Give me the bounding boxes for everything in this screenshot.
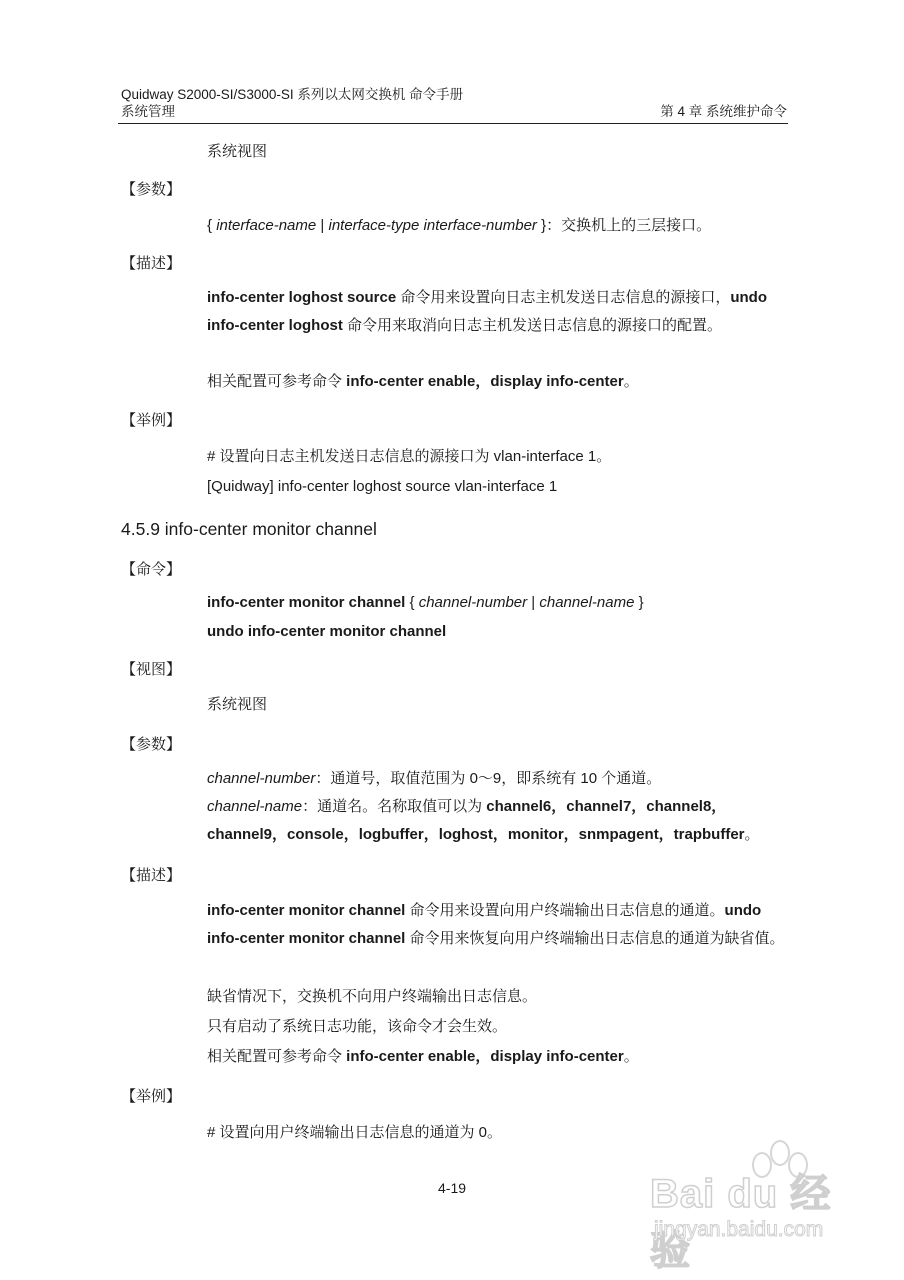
default-text: 缺省情况下，交换机不向用户终端输出日志信息。 — [207, 988, 538, 1005]
desc-label: 【描述】 — [121, 255, 182, 272]
page-header — [121, 86, 787, 120]
example-comment: # 设置向用户终端输出日志信息的通道为 0。 — [207, 1124, 503, 1141]
params-line: { interface-name | interface-type interface-number }：交换机上的三层接口。 — [207, 217, 712, 234]
example-label: 【举例】 — [121, 1088, 182, 1105]
view-text: 系统视图 — [207, 696, 268, 713]
command-label: 【命令】 — [121, 561, 182, 578]
params-label: 【参数】 — [121, 181, 182, 198]
example-label: 【举例】 — [121, 412, 182, 429]
undo-command: undo info-center monitor channel — [207, 623, 447, 640]
related-commands: 相关配置可参考命令 info-center enable，display info-center。 — [207, 1048, 639, 1065]
desc-paragraph: info-center loghost source 命令用来设置向日志主机发送日志信息的源接口，undo info-center loghost 命令用来取消向日志主机发送日志信息的源接口的配置。 — [207, 289, 768, 334]
desc-label: 【描述】 — [121, 867, 182, 884]
watermark-url: jingyan.baidu.com — [654, 1218, 824, 1241]
example-code: [Quidway] info-center loghost source vlan-interface 1 — [207, 478, 558, 495]
param-channel-name: channel-name：通道名。名称取值可以为 channel6，channel7，channel8，channel9，console，logbuffer，loghost，monitor，snmpagent，trapbuffer。 — [207, 798, 760, 843]
note-text: 只有启动了系统日志功能，该命令才会生效。 — [207, 1018, 508, 1035]
header-divider — [118, 123, 788, 124]
related-commands: 相关配置可参考命令 info-center enable，display info-center。 — [207, 373, 639, 390]
example-comment: # 设置向日志主机发送日志信息的源接口为 vlan-interface 1。 — [207, 448, 612, 465]
manual-title: Quidway S2000-SI/S3000-SI 系列以太网交换机 命令手册 — [121, 87, 464, 102]
desc-paragraph: info-center monitor channel 命令用来设置向用户终端输出日志信息的通道。undo info-center monitor channel 命令用来恢复向用户终端输出日志信息的通道为缺省值。 — [207, 902, 785, 947]
header-section: 系统管理 — [121, 104, 175, 119]
baidu-watermark — [640, 1140, 860, 1273]
page-number: 4-19 — [438, 1180, 467, 1196]
header-chapter: 第 4 章 系统维护命令 — [660, 104, 787, 119]
section-title: 4.5.9 info-center monitor channel — [121, 519, 377, 539]
command-syntax: info-center monitor channel { channel-number | channel-name } — [207, 594, 644, 611]
watermark-brand: Bai du 经验 — [650, 1172, 832, 1273]
view-label: 【视图】 — [121, 661, 182, 678]
params-label: 【参数】 — [121, 736, 182, 753]
param-channel-number: channel-number：通道号，取值范围为 0～9，即系统有 10 个通道。 — [207, 770, 662, 787]
view-text: 系统视图 — [207, 143, 268, 160]
